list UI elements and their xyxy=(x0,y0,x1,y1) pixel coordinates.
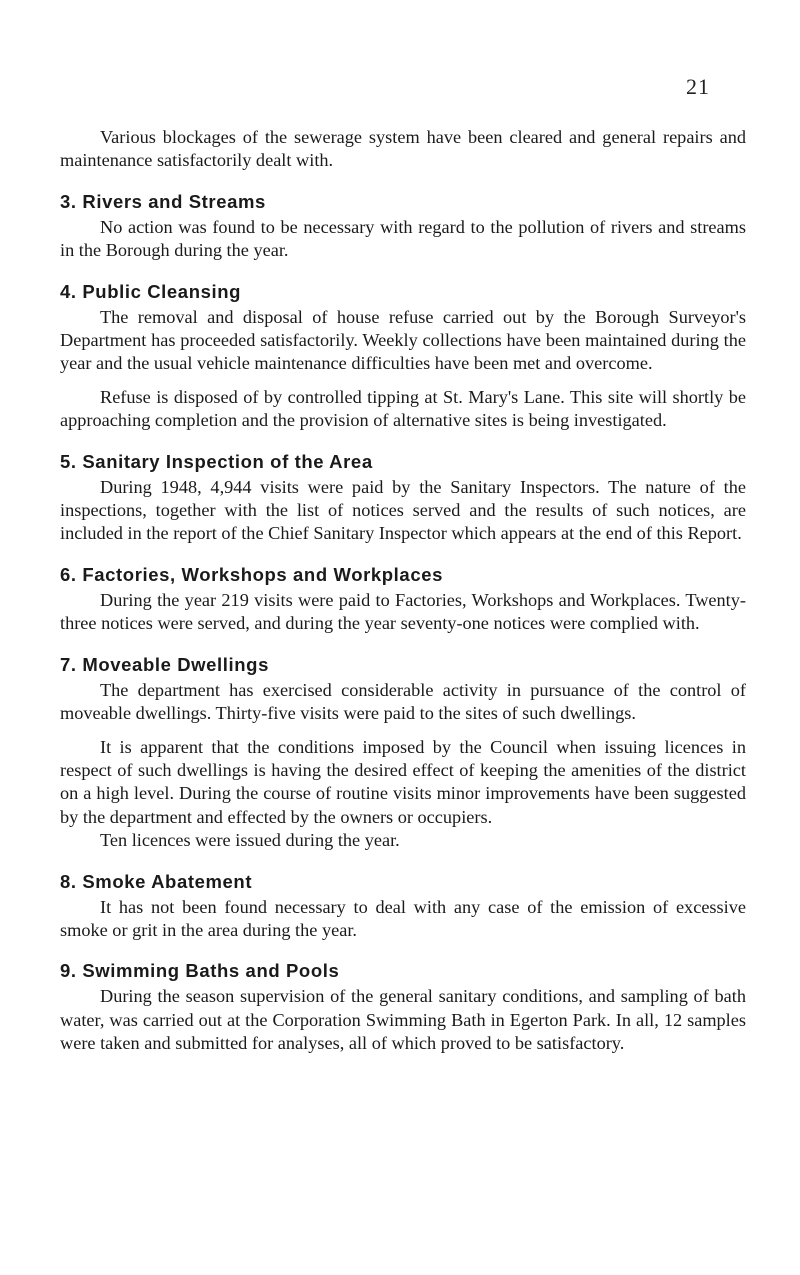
section-rivers-and-streams xyxy=(60,190,746,263)
document-body xyxy=(60,126,746,1056)
section-factories-workshops xyxy=(60,563,746,636)
section-moveable-dwellings xyxy=(60,653,746,853)
paragraph: It has not been found necessary to deal with any case of the emission of excessive smoke or grit in the area during the year. xyxy=(60,896,746,940)
section-smoke-abatement xyxy=(60,870,746,943)
section-public-cleansing xyxy=(60,280,746,433)
intro-block xyxy=(60,126,746,173)
section-heading: 4. Public Cleansing xyxy=(60,280,242,302)
paragraph: During 1948, 4,944 visits were paid by the Sanitary Inspectors. The nature of the inspections, together with the list of notices served and the results of such notices, are included in the report of the Chief Sanitary Inspector which appears at the end of this Report. xyxy=(60,476,746,544)
page-number: 21 xyxy=(686,74,710,99)
paragraph: Refuse is disposed of by controlled tipping at St. Mary's Lane. This site will shortly be approaching completion and the provision of alternative sites is being investigated. xyxy=(60,386,746,431)
paragraph: During the season supervision of the general sanitary conditions, and sampling of bath water, was carried out at the Corporation Swimming Bath in Egerton Park. In all, 12 samples were taken and submitted for analyses, all of which proved to be satisfactory. xyxy=(60,986,746,1054)
paragraph: During the year 219 visits were paid to Factories, Workshops and Workplaces. Twenty-three notices were served, and during the year seventy-one notices were complied with. xyxy=(60,589,746,634)
section-sanitary-inspection xyxy=(60,450,746,546)
section-heading: 7. Moveable Dwellings xyxy=(60,653,269,675)
paragraph: Various blockages of the sewerage system have been cleared and general repairs and maintenance satisfactorily dealt with. xyxy=(60,127,746,171)
paragraph: Ten licences were issued during the year. xyxy=(100,830,400,851)
section-heading: 9. Swimming Baths and Pools xyxy=(60,960,340,982)
section-heading: 8. Smoke Abatement xyxy=(60,870,253,892)
paragraph: No action was found to be necessary with regard to the pollution of rivers and streams in the Borough during the year. xyxy=(60,216,746,261)
section-swimming-baths xyxy=(60,959,746,1055)
paragraph: The removal and disposal of house refuse carried out by the Borough Surveyor's Department has proceeded satisfactorily. Weekly collections have been maintained during the year and the usual vehicle maintenance difficulties have been met and overcome. xyxy=(60,306,746,374)
section-heading: 6. Factories, Workshops and Workplaces xyxy=(60,563,443,585)
paragraph: The department has exercised considerable activity in pursuance of the control of moveable dwellings. Thirty-five visits were paid to the sites of such dwellings. xyxy=(60,679,746,724)
paragraph: It is apparent that the conditions imposed by the Council when issuing licences in respect of such dwellings is having the desired effect of keeping the amenities of the district on a high level. During the course of routine visits minor improvements have been suggested by the department and effected by the owners or occupiers. xyxy=(60,736,746,827)
section-heading: 5. Sanitary Inspection of the Area xyxy=(60,450,373,472)
section-heading: 3. Rivers and Streams xyxy=(60,190,266,212)
